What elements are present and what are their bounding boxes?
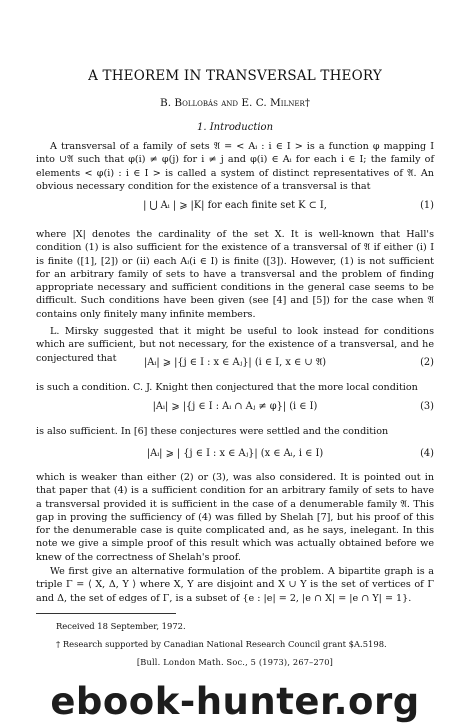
equation-3 — [36, 401, 434, 421]
paragraph-1: A transversal of a family of sets 𝔄 = < Aᵢ : i ∈ I > is a function φ mapping I into ∪𝔄 such that φ(i) ≠ φ(j) for i ≠ j and φ(i) ∈ Aᵢ for each i ∈ I; the family of elements < φ(i) : i ∈ I > is called a system of distinct representatives of 𝔄. An obvious necessary condition for the existence of a transversal is that — [36, 141, 434, 192]
equation-4-body: |Aᵢ| ⩾ | {j ∈ I : x ∈ Aⱼ}| (x ∈ Aᵢ, i ∈ I) — [146, 448, 324, 459]
paragraph-4: is such a condition. C. J. Knight then conjectured that the more local condition — [36, 382, 418, 393]
equation-4 — [36, 448, 434, 468]
author-first: B. Bollobás — [160, 97, 218, 109]
equation-2-body: |Aᵢ| ⩾ |{j ∈ I : x ∈ Aⱼ}| (i ∈ I, x ∈ ∪ 𝔄) — [143, 357, 327, 368]
section-heading: 1. Introduction — [196, 122, 274, 133]
watermark: ebook-hunter.org — [50, 680, 420, 723]
equation-2 — [36, 357, 434, 377]
journal-citation: [Bull. London Math. Soc., 5 (1973), 267–270] — [136, 657, 334, 667]
paragraph-3: L. Mirsky suggested that it might be useful to look instead for conditions which are sufficient, but not necessary, for the existence of a transversal, and he conjectured that — [36, 326, 434, 364]
footnote-rule — [36, 613, 176, 614]
equation-3-number: (3) — [420, 401, 434, 412]
paragraph-2: where |X| denotes the cardinality of the set X. It is well-known that Hall's condition (1) is also sufficient for the existence of a transversal of 𝔄 if either (i) I is finite ([1], [2]) or (ii) each Aᵢ(i ∈ I) is finite ([3]). However, (1) is not sufficient for an arbitrary family of sets to have a transversal and the problem of finding appropriate necessary and sufficient conditions in the general case seems to be difficult. Such conditions have been given (see [4] and [5]) for the case when 𝔄 contains only finitely many infinite members. — [36, 229, 434, 320]
received-date: Received 18 September, 1972. — [56, 621, 186, 631]
equation-2-number: (2) — [420, 357, 434, 368]
equation-3-body: |Aᵢ| ⩾ |{j ∈ I : Aᵢ ∩ Aⱼ ≠ φ}| (i ∈ I) — [152, 401, 318, 412]
footnote: † Research supported by Canadian National Research Council grant $A.5198. — [56, 639, 387, 649]
equation-1-body: | ⋃ Aᵢ | ⩾ |K| for each finite set K ⊂ I, — [143, 200, 327, 211]
author-conjunction: and — [221, 97, 239, 109]
equation-4-number: (4) — [420, 448, 434, 459]
paper-authors — [0, 97, 470, 109]
paragraph-7: We first give an alternative formulation of the problem. A bipartite graph is a triple Γ = ⟨ X, Δ, Y ⟩ where X, Y are disjoint and X ∪ Y is the set of vertices of Γ and Δ, the set of edges of Γ, is a subset of {e : |e| = 2, |e ∩ X| = |e ∩ Y| = 1}. — [36, 566, 434, 604]
equation-1-number: (1) — [420, 200, 434, 211]
paragraph-5: is also sufficient. In [6] these conjectures were settled and the condition — [36, 426, 389, 437]
equation-1 — [36, 200, 434, 220]
paper-title: A THEOREM IN TRANSVERSAL THEORY — [88, 68, 382, 84]
paragraph-6: which is weaker than either (2) or (3), was also considered. It is pointed out in that paper that (4) is a sufficient condition for an arbitrary family of sets to have a transversal provided it is sufficient in the case of a denumerable family 𝔄. This gap in proving the sufficiency of (4) was filled by Shelah [7], but his proof of this for the denumerable case is quite complicated and, as he says, inelegant. In this note we give a simple proof of this result which was actually obtained before we knew of the correctness of Shelah's proof. — [36, 472, 434, 563]
author-second: E. C. Milner† — [241, 97, 310, 109]
